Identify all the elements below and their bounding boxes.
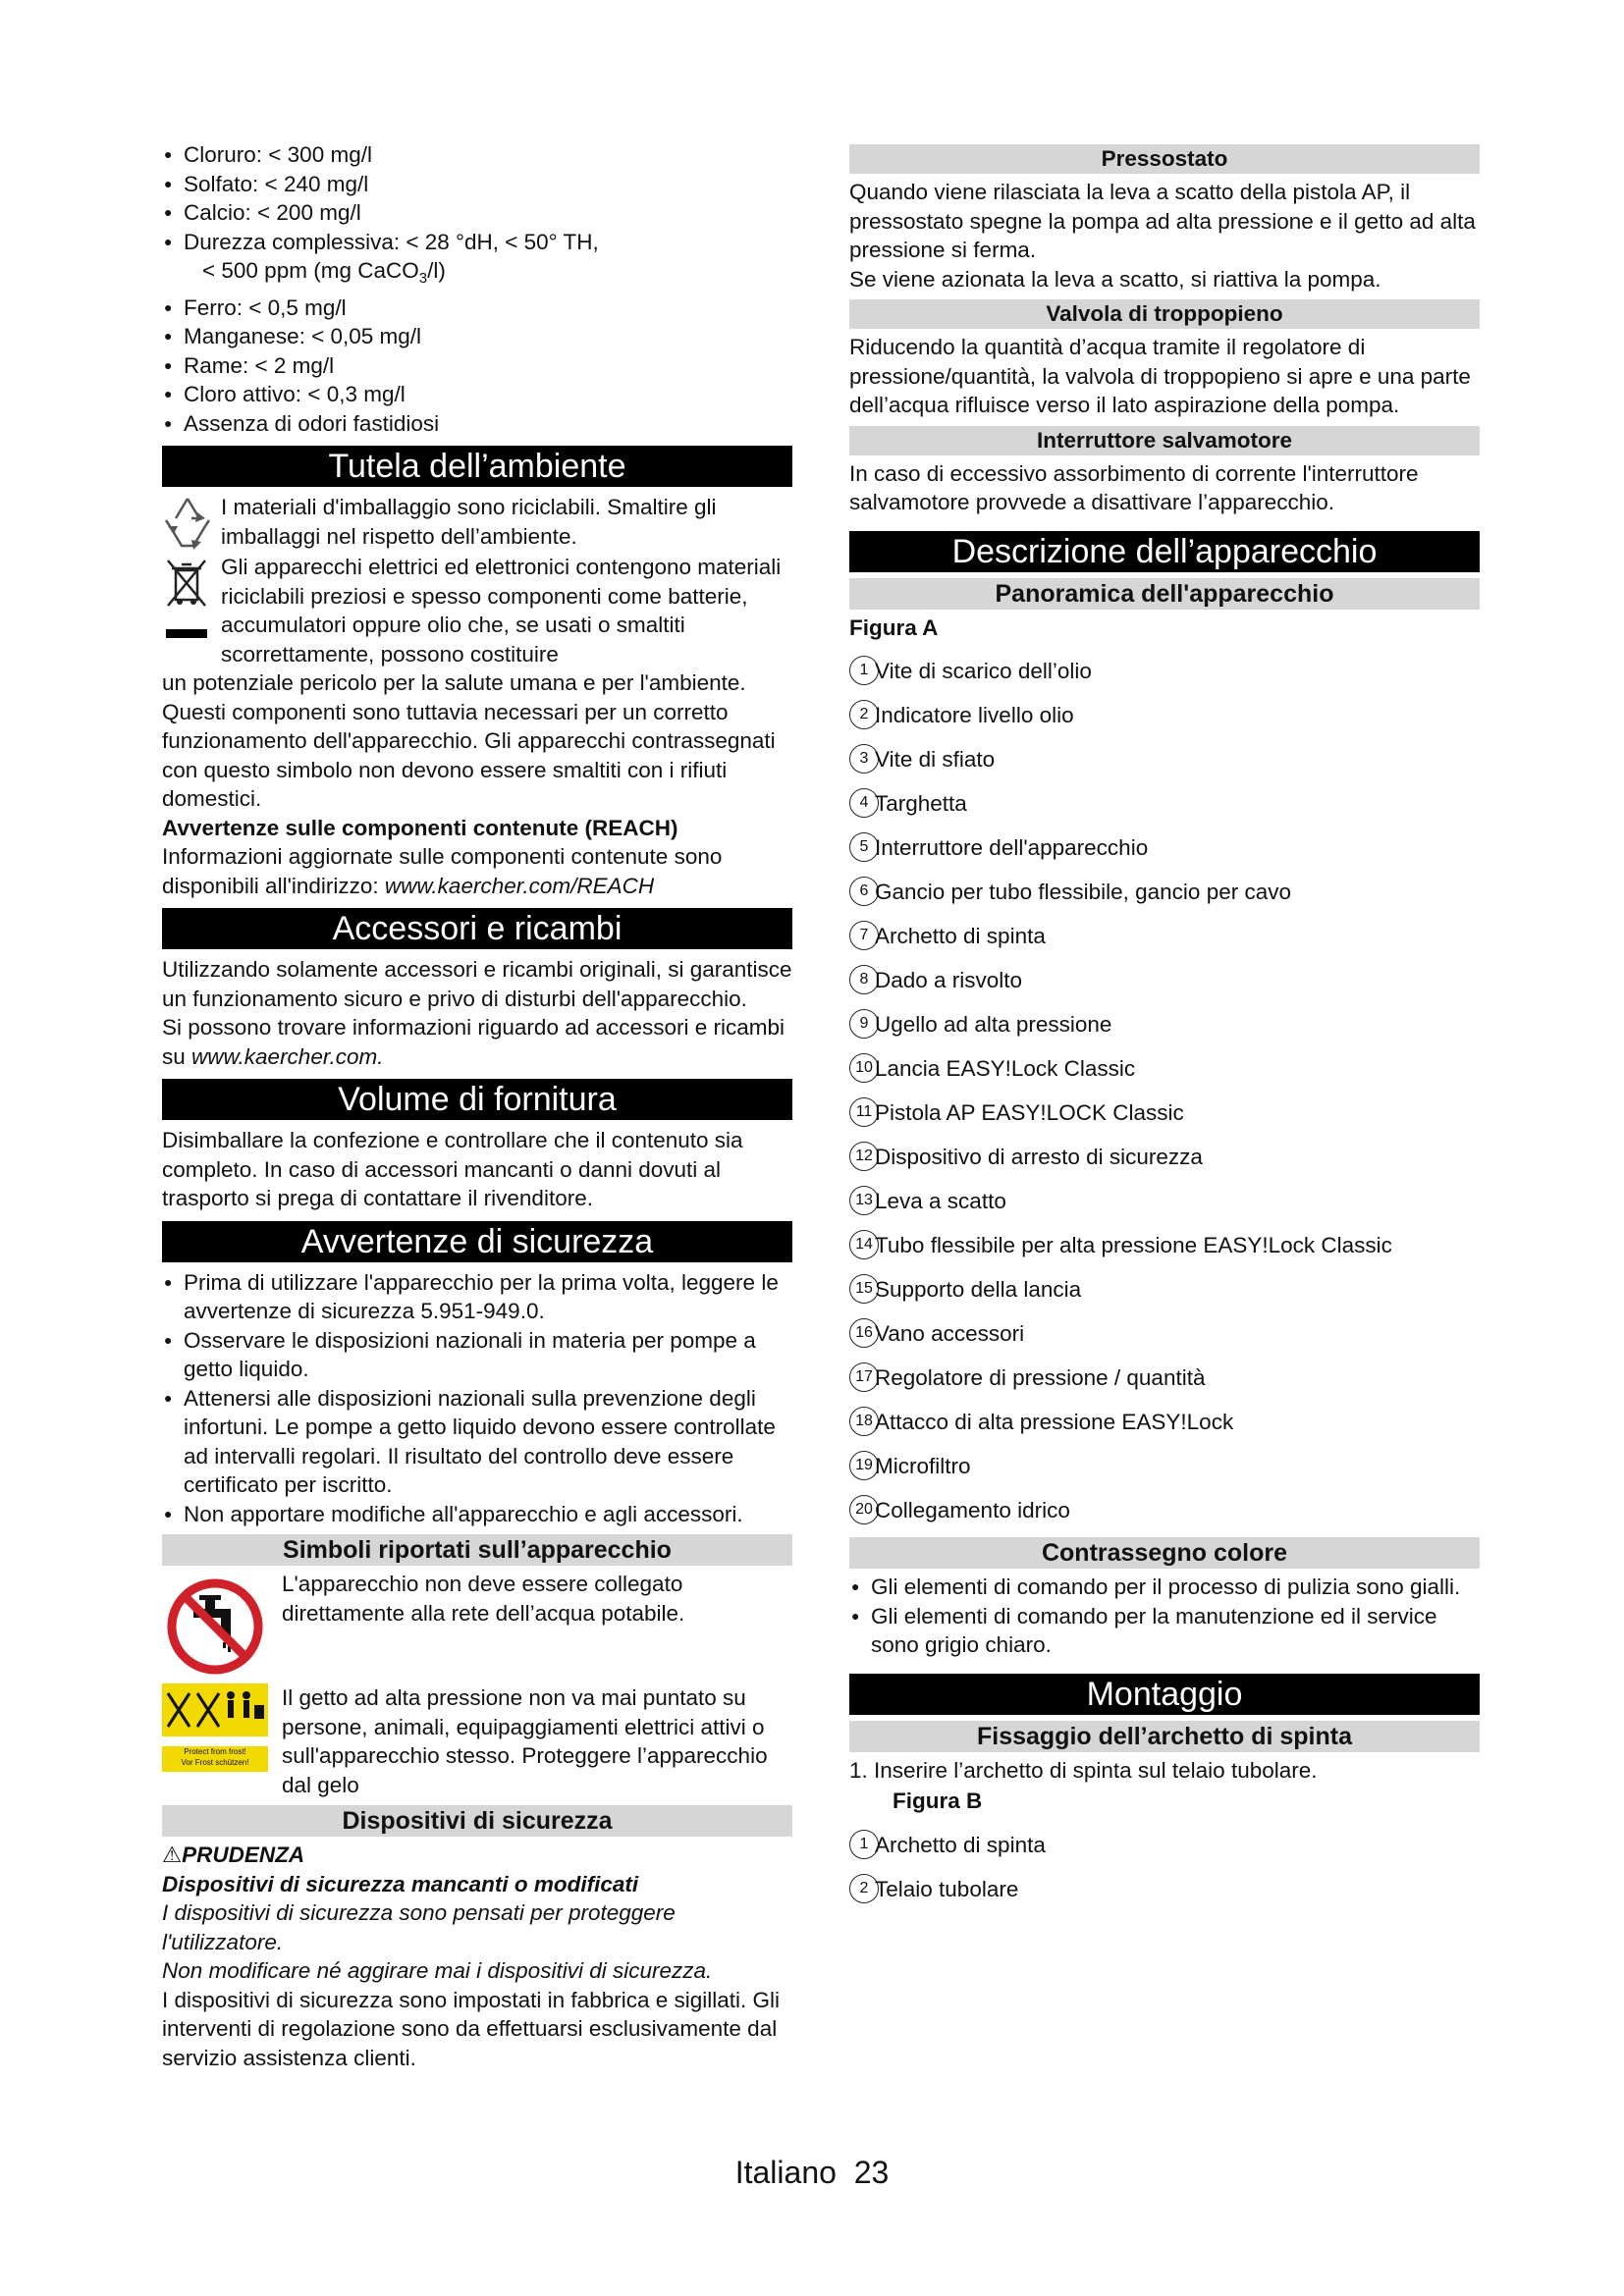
list-item: ● Osservare le disposizioni nazionali in materia per pompe a getto liquido. [162,1326,792,1384]
list-item: ● Ferro: < 0,5 mg/l [162,294,792,323]
list-item [162,228,792,294]
legend-label: Leva a scatto [875,1189,1006,1213]
recycle-icon [162,493,213,550]
colour-list [849,1573,1480,1660]
legend-label: Supporto della lancia [875,1277,1082,1302]
delivery-text: Disimballare la confezione e controllare che il contenuto sia completo. In caso di accessori mancanti o danni dovuti al trasporto si prega di contattare il rivenditore. [162,1128,743,1210]
reach-text: Informazioni aggiornate sulle componenti contenute sono disponibili all'indirizzo: [162,844,723,898]
legend-label: Archetto di spinta [875,924,1046,948]
legend-number: 12 [849,1142,879,1171]
warning-label: PRUDENZA [182,1842,305,1867]
left-column [162,140,792,2072]
legend-number: 17 [849,1362,879,1392]
list-item [849,1408,1480,1437]
legend-label: Vano accessori [875,1321,1025,1346]
figure-b-label: Figura B [893,1789,983,1813]
right-column [849,140,1480,1904]
delivery-heading: Volume di fornitura [162,1079,792,1120]
legend-label: Interruttore dell'apparecchio [875,835,1149,860]
legend-label: Dispositivo di arresto di sicurezza [875,1145,1203,1169]
legend-number: 4 [849,788,879,818]
crossed-bin-icon [162,553,213,651]
page-footer [0,2155,1624,2191]
list-item [849,1452,1480,1481]
montaggio-step: 1. Inserire l’archetto di spinta sul telaio tubolare. [849,1757,1318,1783]
jet-symbol-block [162,1683,792,1799]
tap-symbol-block [162,1570,792,1676]
valvola-text: Riducendo la quantità d’acqua tramite il regolatore di pressione/quantità, la valvola di troppopieno si apre e una parte dell’acqua rifluisce verso il lato aspirazione della pompa. [849,335,1471,417]
legend-label: Regolatore di pressione / quantità [875,1365,1206,1390]
montaggio-legend [849,1831,1480,1904]
list-item [849,1098,1480,1128]
accessories-text-2: Si possono trovare informazioni riguardo ad accessori e ricambi su [162,1015,785,1069]
list-item: ● Gli elementi di comando per il processo di pulizia sono gialli. [849,1573,1480,1602]
list-item: ● Solfato: < 240 mg/l [162,170,792,199]
pressostato-text-2: Se viene azionata la leva a scatto, si riattiva la pompa. [849,266,1381,292]
legend-label: Indicatore livello olio [875,703,1074,727]
symbols-heading: Simboli riportati sull’apparecchio [162,1534,792,1566]
figure-a-label: Figura A [849,614,939,640]
list-item [849,789,1480,819]
list-item [849,966,1480,995]
warning-label-line [162,1841,792,1870]
legend-number: 10 [849,1053,879,1083]
colour-heading: Contrassegno colore [849,1537,1480,1569]
legend-number: 2 [849,700,879,729]
hardness-line: Durezza complessiva: < 28 °dH, < 50° TH, [184,229,599,254]
list-item: ● Non apportare modifiche all'apparecchio e agli accessori. [162,1500,792,1529]
list-item [849,1319,1480,1349]
list-item: ● Rame: < 2 mg/l [162,351,792,381]
jet-label-line-1: Protect from frost! [184,1746,246,1756]
interruttore-heading: Interruttore salvamotore [849,426,1480,455]
legend-number: 18 [849,1407,879,1436]
accessories-heading: Accessori e ricambi [162,908,792,949]
list-item: ● Assenza di odori fastidiosi [162,409,792,439]
legend-number: 15 [849,1274,879,1304]
overview-heading: Panoramica dell'apparecchio [849,578,1480,610]
list-item [849,1496,1480,1525]
legend-label: Dado a risvolto [875,968,1023,992]
hardness-cont: < 500 ppm (mg CaCO$_3$/l) [202,258,446,287]
legend-number: 1 [849,656,879,685]
legend-label: Microfiltro [875,1454,971,1478]
legend-number: 14 [849,1230,879,1259]
list-item [849,1875,1480,1904]
warning-text: I dispositivi di sicurezza sono pensati per proteggere l'utilizzatore. [162,1900,676,1954]
list-item [849,833,1480,863]
list-item [849,1010,1480,1040]
accessories-text: Utilizzando solamente accessori e ricambi originali, si garantisce un funzionamento sicuro e privo di disturbi dell'apparecchio. [162,957,792,1011]
list-item: ● Cloro attivo: < 0,3 mg/l [162,380,792,409]
list-item [849,1831,1480,1860]
legend-number: 1 [849,1830,879,1859]
list-item [849,745,1480,774]
list-item [849,1231,1480,1260]
legend-number: 13 [849,1186,879,1215]
warning-text-2: Non modificare né aggirare mai i dispositivi di sicurezza. [162,1958,713,1983]
list-item: ● Gli elementi di comando per la manutenzione ed il service sono grigio chiaro. [849,1602,1480,1660]
montaggio-heading: Montaggio [849,1674,1480,1715]
legend-number: 2 [849,1874,879,1903]
fissaggio-heading: Fissaggio dell’archetto di spinta [849,1721,1480,1752]
legend-label: Targhetta [875,791,967,816]
legend-label: Lancia EASY!Lock Classic [875,1056,1136,1081]
legend-label: Pistola AP EASY!LOCK Classic [875,1100,1184,1125]
legend-number: 11 [849,1097,879,1127]
legend-number: 19 [849,1451,879,1480]
legend-number: 6 [849,877,879,906]
weee-text: Gli apparecchi elettrici ed elettronici contengono materiali riciclabili preziosi e spesso componenti come batterie, accumulatori oppure olio che, se usati o smaltiti scorrettamente, possono costituire [221,555,782,667]
list-item: ● Calcio: < 200 mg/l [162,198,792,228]
tap-symbol-text: L'apparecchio non deve essere collegato direttamente alla rete dell’acqua potabile. [282,1572,685,1626]
list-item [849,657,1480,686]
warning-title: Dispositivi di sicurezza mancanti o modificati [162,1871,639,1896]
legend-label: Vite di scarico dell’olio [875,659,1092,683]
recycle-block [162,493,792,551]
footer-language: Italiano [734,2155,837,2190]
warning-triangle-icon: ⚠ [162,1842,183,1867]
list-item [849,1275,1480,1305]
reach-paragraph [162,842,792,900]
water-spec-list [162,140,792,438]
reach-link[interactable]: www.kaercher.com/REACH [384,873,655,898]
legend-number: 3 [849,744,879,774]
jet-label-line-2: Vor Frost schützen! [181,1757,249,1767]
legend-label: Vite di sfiato [875,747,996,772]
legend-number: 7 [849,921,879,950]
interruttore-text: In caso di eccessivo assorbimento di corrente l'interruttore salvamotore provvede a disattivare l’apparecchio. [849,460,1419,514]
legend-label: Collegamento idrico [875,1498,1070,1522]
list-item: ● Cloruro: < 300 mg/l [162,140,792,170]
weee-block [162,553,792,668]
devices-heading: Dispositivi di sicurezza [162,1805,792,1837]
pressostato-heading: Pressostato [849,144,1480,174]
legend-number: 20 [849,1495,879,1524]
legend-number: 9 [849,1009,879,1039]
description-heading: Descrizione dell’apparecchio [849,531,1480,572]
jet-symbol-text: Il getto ad alta pressione non va mai puntato su persone, animali, equipaggiamenti elettrici attivi o sull'apparecchio stesso. Proteggere l’apparecchio dal gelo [282,1685,768,1797]
high-pressure-jet-icon [162,1683,268,1736]
reach-title: Avvertenze sulle componenti contenute (REACH) [162,815,678,840]
legend-label: Attacco di alta pressione EASY!Lock [875,1410,1234,1434]
legend-number: 5 [849,832,879,862]
accessories-paragraph [162,1013,792,1071]
list-item: ● Manganese: < 0,05 mg/l [162,322,792,351]
list-item: ● Attenersi alle disposizioni nazionali sulla prevenzione degli infortuni. Le pompe a getto liquido devono essere controllate ad intervalli regolari. Il risultato del controllo deve essere certificato per iscritto. [162,1384,792,1500]
jet-warning-label [162,1683,268,1772]
safety-heading: Avvertenze di sicurezza [162,1221,792,1262]
overview-legend [849,657,1480,1525]
legend-number: 8 [849,965,879,994]
legend-label: Tubo flessibile per alta pressione EASY!Lock Classic [875,1233,1392,1257]
list-item [849,1187,1480,1216]
page-number: 23 [853,2155,890,2190]
valvola-heading: Valvola di troppopieno [849,299,1480,329]
devices-text: I dispositivi di sicurezza sono impostati in fabbrica e sigillati. Gli interventi di regolazione sono da effettuarsi esclusivamente dal servizio assistenza clienti. [162,1987,781,2070]
list-item [849,701,1480,730]
accessories-link[interactable]: www.kaercher.com. [191,1043,384,1069]
legend-label: Ugello ad alta pressione [875,1012,1112,1037]
recycle-text: I materiali d'imballaggio sono riciclabili. Smaltire gli imballaggi nel rispetto dell’ambiente. [221,495,717,549]
no-drinking-water-icon [162,1570,268,1676]
list-item [849,922,1480,951]
list-item [849,1143,1480,1172]
pressostato-text: Quando viene rilasciata la leva a scatto della pistola AP, il pressostato spegne la pompa ad alta pressione e il getto ad alta pressione si ferma. [849,180,1476,262]
list-item [849,1363,1480,1393]
legend-label: Gancio per tubo flessibile, gancio per cavo [875,880,1291,904]
list-item [849,878,1480,907]
safety-list [162,1268,792,1529]
legend-label: Archetto di spinta [875,1832,1046,1857]
weee-text-cont: un potenziale pericolo per la salute umana e per l'ambiente. Questi componenti sono tuttavia necessari per un corretto funzionamento dell'apparecchio. Gli apparecchi contrassegnati con questo simbolo non devono essere smaltiti con i rifiuti domestici. [162,670,776,811]
legend-label: Telaio tubolare [875,1876,1019,1901]
legend-number: 16 [849,1318,879,1348]
env-heading: Tutela dell’ambiente [162,446,792,487]
list-item [849,1054,1480,1084]
list-item: ● Prima di utilizzare l'apparecchio per la prima volta, leggere le avvertenze di sicurezza 5.951-949.0. [162,1268,792,1326]
